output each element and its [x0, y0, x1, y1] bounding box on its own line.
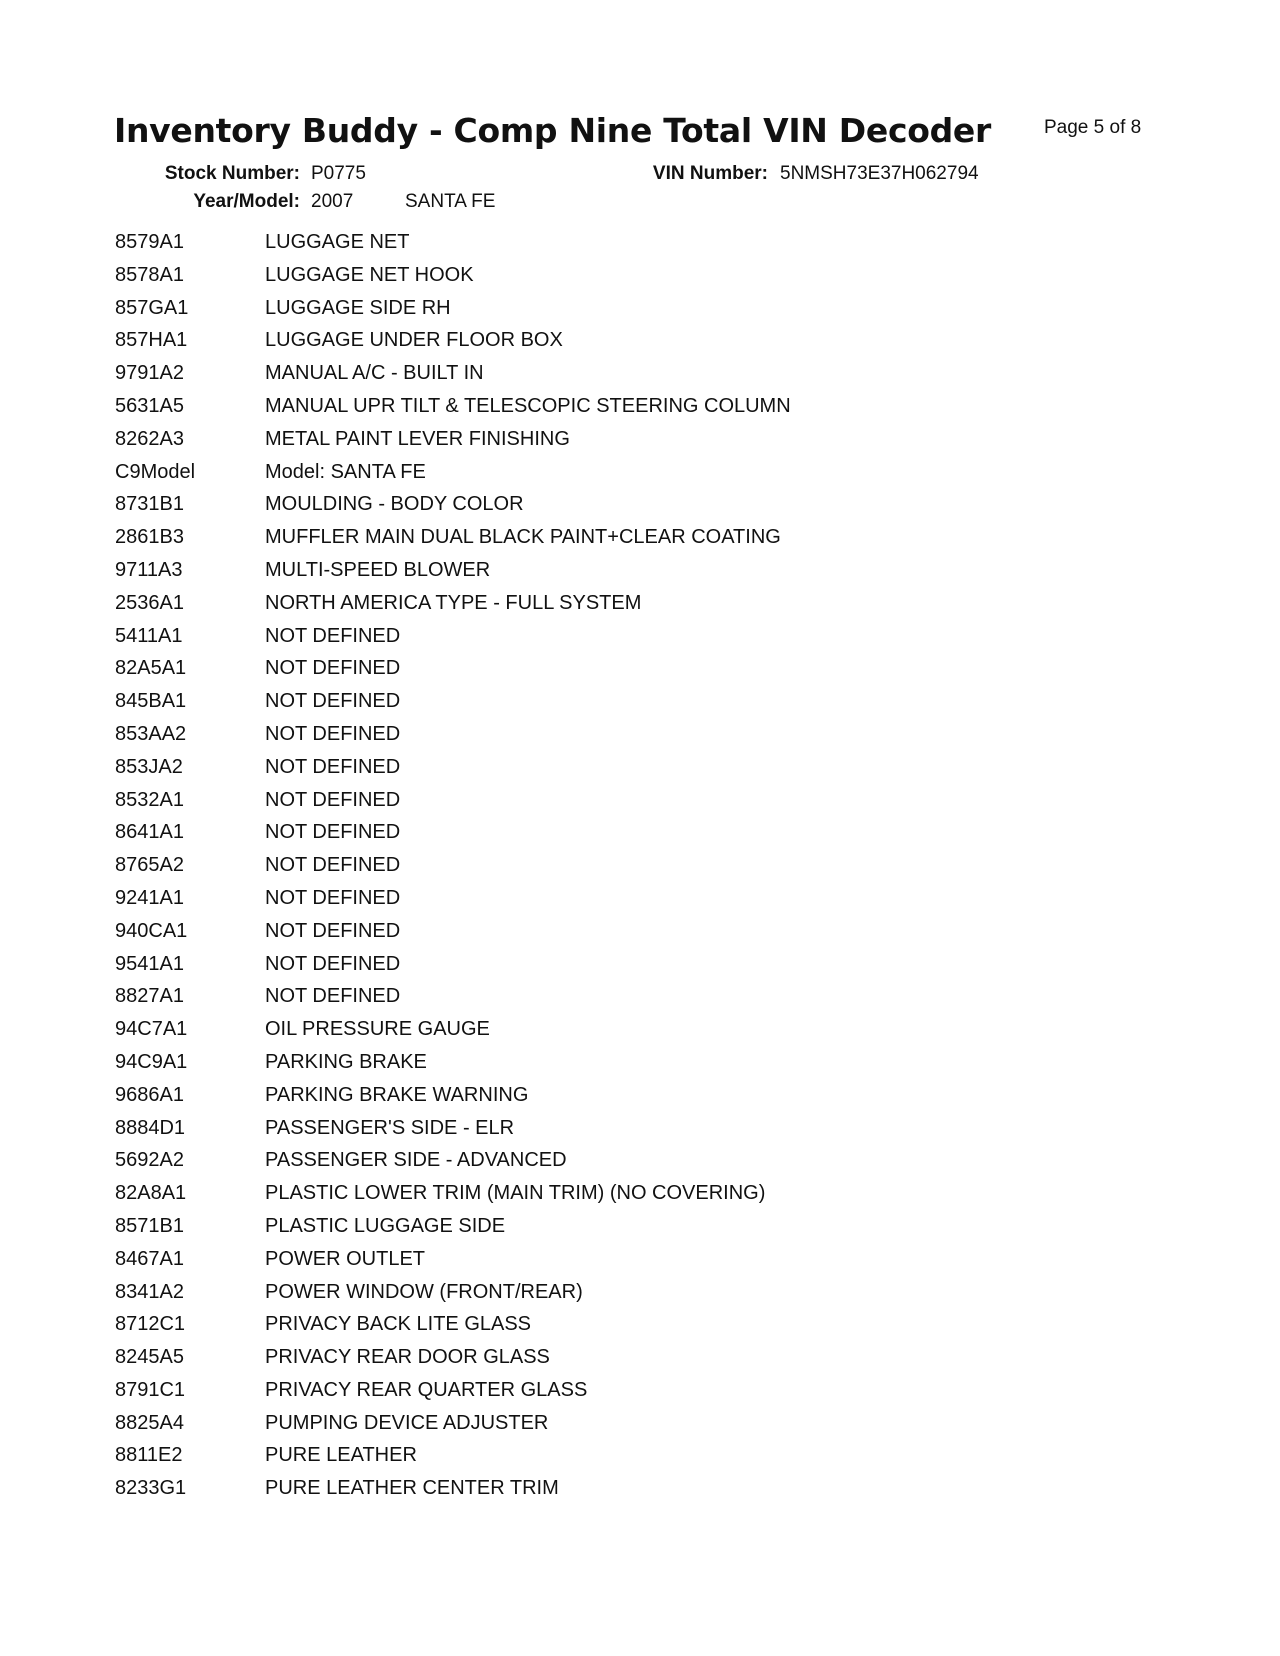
option-code: 8467A1	[115, 1247, 184, 1270]
option-code: 9711A3	[115, 558, 183, 581]
list-item	[115, 687, 1115, 720]
option-description: PRIVACY REAR DOOR GLASS	[265, 1346, 550, 1369]
list-item	[115, 884, 1115, 917]
option-description: LUGGAGE UNDER FLOOR BOX	[265, 329, 563, 352]
option-code: 8731B1	[115, 493, 184, 516]
option-description: NOT DEFINED	[265, 886, 401, 909]
list-item	[115, 1376, 1115, 1409]
option-description: PLASTIC LUGGAGE SIDE	[265, 1214, 506, 1237]
option-description: PARKING BRAKE WARNING	[265, 1083, 529, 1106]
option-code: 8811E2	[115, 1444, 183, 1467]
option-description: LUGGAGE SIDE RH	[265, 296, 451, 319]
option-description: POWER OUTLET	[265, 1247, 426, 1270]
option-code: 82A5A1	[115, 657, 187, 680]
option-description: POWER WINDOW (FRONT/REAR)	[265, 1280, 583, 1303]
option-code: 8825A4	[115, 1411, 184, 1434]
option-code: 2536A1	[115, 591, 184, 614]
option-code: 8341A2	[115, 1280, 184, 1303]
list-item	[115, 359, 1115, 392]
option-description: MANUAL UPR TILT & TELESCOPIC STEERING COLUMN	[265, 394, 791, 417]
option-code: 94C7A1	[115, 1018, 188, 1041]
list-item	[115, 228, 1115, 261]
option-description: PRIVACY BACK LITE GLASS	[265, 1313, 532, 1336]
option-code: 8712C1	[115, 1313, 186, 1336]
list-item	[115, 982, 1115, 1015]
option-code: 8884D1	[115, 1116, 186, 1139]
option-code: 9241A1	[115, 886, 184, 909]
option-code: 8233G1	[115, 1477, 187, 1500]
model-value: SANTA FE	[405, 191, 496, 212]
option-code: 853JA2	[115, 755, 183, 778]
option-code: 8579A1	[115, 231, 184, 253]
list-item	[115, 1409, 1115, 1442]
option-description: NOT DEFINED	[265, 821, 401, 844]
vin-number-label: VIN Number:	[652, 163, 768, 184]
option-code: 8791C1	[115, 1378, 186, 1401]
option-code: 5411A1	[115, 624, 183, 647]
list-item	[115, 917, 1115, 950]
option-code: 8641A1	[115, 821, 184, 844]
option-description: NOT DEFINED	[265, 952, 401, 975]
list-item	[115, 1212, 1115, 1245]
list-item	[115, 1441, 1115, 1474]
list-item	[115, 1048, 1115, 1081]
option-code: 940CA1	[115, 919, 188, 942]
option-description: PUMPING DEVICE ADJUSTER	[265, 1411, 549, 1434]
list-item	[115, 851, 1115, 884]
option-code: 2861B3	[115, 526, 184, 549]
vin-number-value: 5NMSH73E37H062794	[780, 163, 979, 184]
option-code: 8245A5	[115, 1346, 184, 1369]
page-number: Page 5 of 8	[1044, 117, 1142, 138]
list-item	[115, 818, 1115, 851]
option-description: NORTH AMERICA TYPE - FULL SYSTEM	[265, 591, 642, 614]
list-item	[115, 622, 1115, 655]
option-code: 845BA1	[115, 690, 187, 713]
year-model-label: Year/Model:	[193, 191, 300, 212]
list-item	[115, 392, 1115, 425]
option-description: MANUAL A/C - BUILT IN	[265, 362, 484, 385]
list-item	[115, 294, 1115, 327]
list-item	[115, 1179, 1115, 1212]
option-description: LUGGAGE NET HOOK	[265, 263, 474, 286]
option-code: 8571B1	[115, 1214, 184, 1237]
option-code: 5692A2	[115, 1149, 184, 1172]
option-code: 5631A5	[115, 394, 184, 417]
page-title: Inventory Buddy - Comp Nine Total VIN Decoder	[114, 111, 991, 150]
option-code: 8827A1	[115, 985, 184, 1008]
option-code: 8532A1	[115, 788, 184, 811]
option-description: NOT DEFINED	[265, 624, 401, 647]
list-item	[115, 523, 1115, 556]
list-item	[115, 786, 1115, 819]
list-item	[115, 654, 1115, 687]
list-item	[115, 326, 1115, 359]
option-description: METAL PAINT LEVER FINISHING	[265, 427, 570, 450]
list-item	[115, 1474, 1115, 1507]
option-description: NOT DEFINED	[265, 657, 401, 680]
option-description: MULTI-SPEED BLOWER	[265, 558, 491, 581]
option-code: 9791A2	[115, 362, 184, 385]
option-description: PASSENGER SIDE - ADVANCED	[265, 1149, 567, 1172]
year-value: 2007	[311, 191, 354, 212]
option-description: Model: SANTA FE	[265, 460, 426, 483]
list-item	[115, 1015, 1115, 1048]
option-description: NOT DEFINED	[265, 755, 401, 778]
list-item	[115, 490, 1115, 523]
list-item	[115, 1114, 1115, 1147]
option-description: PURE LEATHER CENTER TRIM	[265, 1477, 559, 1500]
option-description: PLASTIC LOWER TRIM (MAIN TRIM) (NO COVERING)	[265, 1182, 766, 1205]
option-code: 8765A2	[115, 854, 184, 877]
list-item	[115, 556, 1115, 589]
option-code: 9686A1	[115, 1083, 184, 1106]
option-code: 94C9A1	[115, 1050, 188, 1073]
option-code-list	[115, 228, 1115, 1507]
list-item	[115, 1343, 1115, 1376]
option-description: MUFFLER MAIN DUAL BLACK PAINT+CLEAR COATING	[265, 526, 781, 549]
option-description: PURE LEATHER	[265, 1444, 417, 1467]
option-description: NOT DEFINED	[265, 919, 401, 942]
stock-number-value: P0775	[311, 163, 366, 184]
option-code: 857HA1	[115, 329, 188, 352]
option-code: 8262A3	[115, 427, 184, 450]
list-item	[115, 753, 1115, 786]
option-description: OIL PRESSURE GAUGE	[265, 1018, 490, 1041]
list-item	[115, 1278, 1115, 1311]
option-description: MOULDING - BODY COLOR	[265, 493, 524, 516]
option-code: 857GA1	[115, 296, 189, 319]
option-description: PRIVACY REAR QUARTER GLASS	[265, 1378, 588, 1401]
option-code: C9Model	[115, 460, 196, 483]
list-item	[115, 950, 1115, 983]
list-item	[115, 1310, 1115, 1343]
option-description: NOT DEFINED	[265, 985, 401, 1008]
option-description: LUGGAGE NET	[265, 231, 410, 253]
option-description: NOT DEFINED	[265, 854, 401, 877]
option-code: 8578A1	[115, 263, 184, 286]
option-description: NOT DEFINED	[265, 788, 401, 811]
option-description: PASSENGER'S SIDE - ELR	[265, 1116, 515, 1139]
option-description: NOT DEFINED	[265, 690, 401, 713]
list-item	[115, 1245, 1115, 1278]
list-item	[115, 425, 1115, 458]
list-item	[115, 1146, 1115, 1179]
option-code: 853AA2	[115, 722, 187, 745]
option-description: NOT DEFINED	[265, 722, 401, 745]
list-item	[115, 458, 1115, 491]
list-item	[115, 589, 1115, 622]
option-code: 82A8A1	[115, 1182, 187, 1205]
stock-number-label: Stock Number:	[164, 163, 300, 184]
list-item	[115, 261, 1115, 294]
list-item	[115, 720, 1115, 753]
option-code: 9541A1	[115, 952, 184, 975]
option-description: PARKING BRAKE	[265, 1050, 427, 1073]
list-item	[115, 1081, 1115, 1114]
